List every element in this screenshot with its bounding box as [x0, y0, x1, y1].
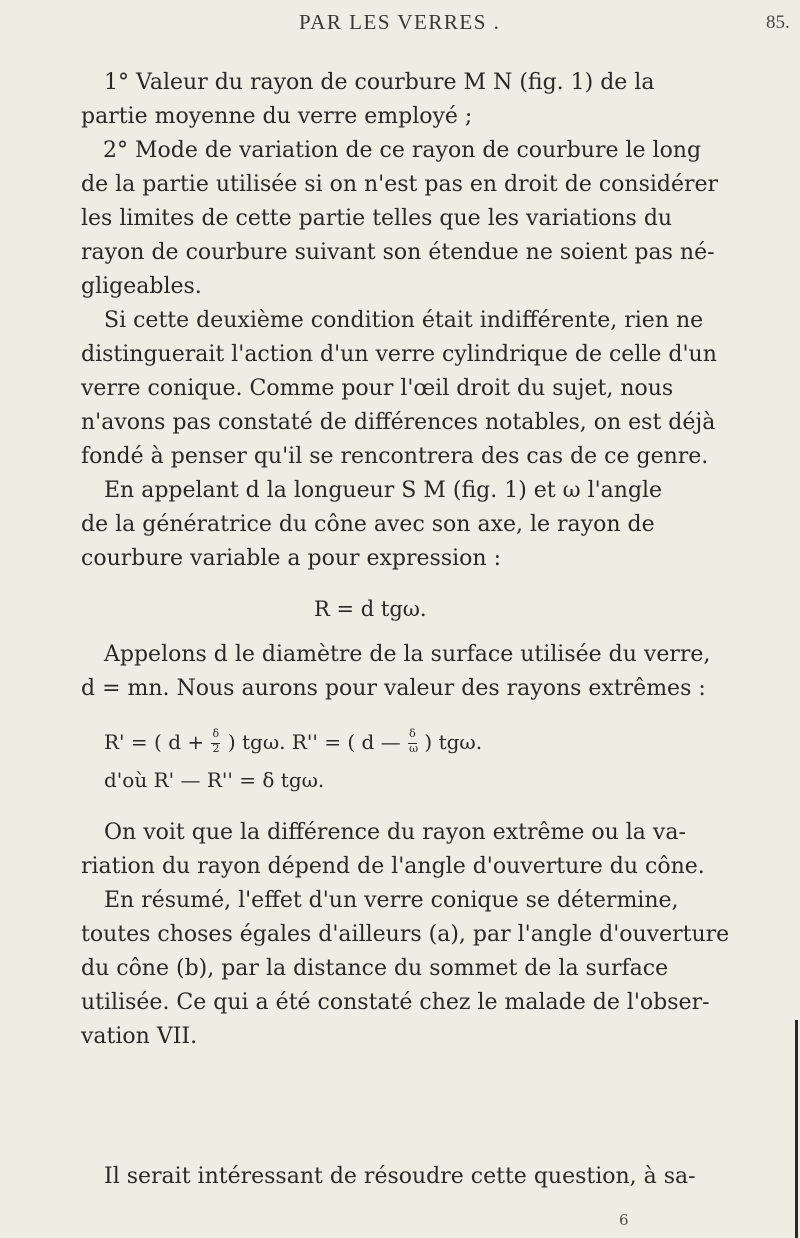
text-line: de la génératrice du cône avec son axe, le rayon de: [81, 512, 655, 537]
text-line: les limites de cette partie telles que les variations du: [81, 206, 673, 231]
text-line: de la partie utilisée si on n'est pas en droit de considérer: [81, 172, 719, 197]
text-line: courbure variable a pour expression :: [81, 546, 501, 571]
equation-extreme-radii: [104, 728, 482, 757]
text-line: verre conique. Comme pour l'œil droit du sujet, nous: [81, 376, 674, 401]
text-line: fondé à penser qu'il se rencontrera des cas de ce genre.: [81, 444, 709, 469]
text-line: On voit que la différence du rayon extrême ou la va-: [104, 820, 686, 845]
text-line: rayon de courbure suivant son étendue ne soient pas né-: [81, 240, 715, 265]
text-line: 1° Valeur du rayon de courbure M N (fig. 1) de la: [104, 70, 655, 95]
text-line: distinguerait l'action d'un verre cylindrique de celle d'un: [81, 342, 717, 367]
text-line: Appelons d le diamètre de la surface utilisée du verre,: [104, 642, 711, 667]
running-head: PAR LES VERRES .: [299, 10, 501, 34]
text-line: vation VII.: [81, 1024, 198, 1049]
equation-part: ) tgω.: [424, 730, 483, 754]
equation-part: R' = ( d +: [104, 730, 205, 754]
text-line: toutes choses égales d'ailleurs (a), par l'angle d'ouverture: [81, 922, 730, 947]
fraction: [408, 726, 419, 757]
equation-difference: d'où R' — R'' = δ tgω.: [104, 768, 325, 792]
text-line: En résumé, l'effet d'un verre conique se détermine,: [104, 888, 679, 913]
text-line: Il serait intéressant de résoudre cette question, à sa-: [104, 1164, 696, 1189]
text-line: Si cette deuxième condition était indifférente, rien ne: [104, 308, 704, 333]
text-line: En appelant d la longueur S M (fig. 1) et ω l'angle: [104, 478, 663, 503]
text-line: 2° Mode de variation de ce rayon de courbure le long: [103, 138, 702, 163]
fraction-numerator: δ: [409, 726, 416, 740]
text-line: partie moyenne du verre employé ;: [81, 104, 473, 129]
fraction-denominator: ω: [409, 741, 419, 755]
page-number: 85.: [766, 12, 790, 33]
signature-mark: 6: [619, 1211, 629, 1229]
equation-r: R = d tgω.: [314, 597, 427, 621]
fraction-numerator: δ: [212, 726, 220, 740]
fraction: [211, 726, 220, 757]
text-line: riation du rayon dépend de l'angle d'ouverture du cône.: [81, 854, 705, 879]
text-line: n'avons pas constaté de différences notables, on est déjà: [81, 410, 716, 435]
fraction-denominator: 2: [212, 741, 220, 755]
text-line: d = mn. Nous aurons pour valeur des rayons extrêmes :: [81, 676, 706, 701]
text-line: du cône (b), par la distance du sommet de la surface: [81, 956, 669, 981]
text-line: gligeables.: [81, 274, 202, 299]
page-edge-shadow: [795, 1020, 798, 1238]
equation-part: ) tgω. R'' = ( d —: [227, 730, 401, 754]
text-line: utilisée. Ce qui a été constaté chez le malade de l'obser-: [81, 990, 710, 1015]
